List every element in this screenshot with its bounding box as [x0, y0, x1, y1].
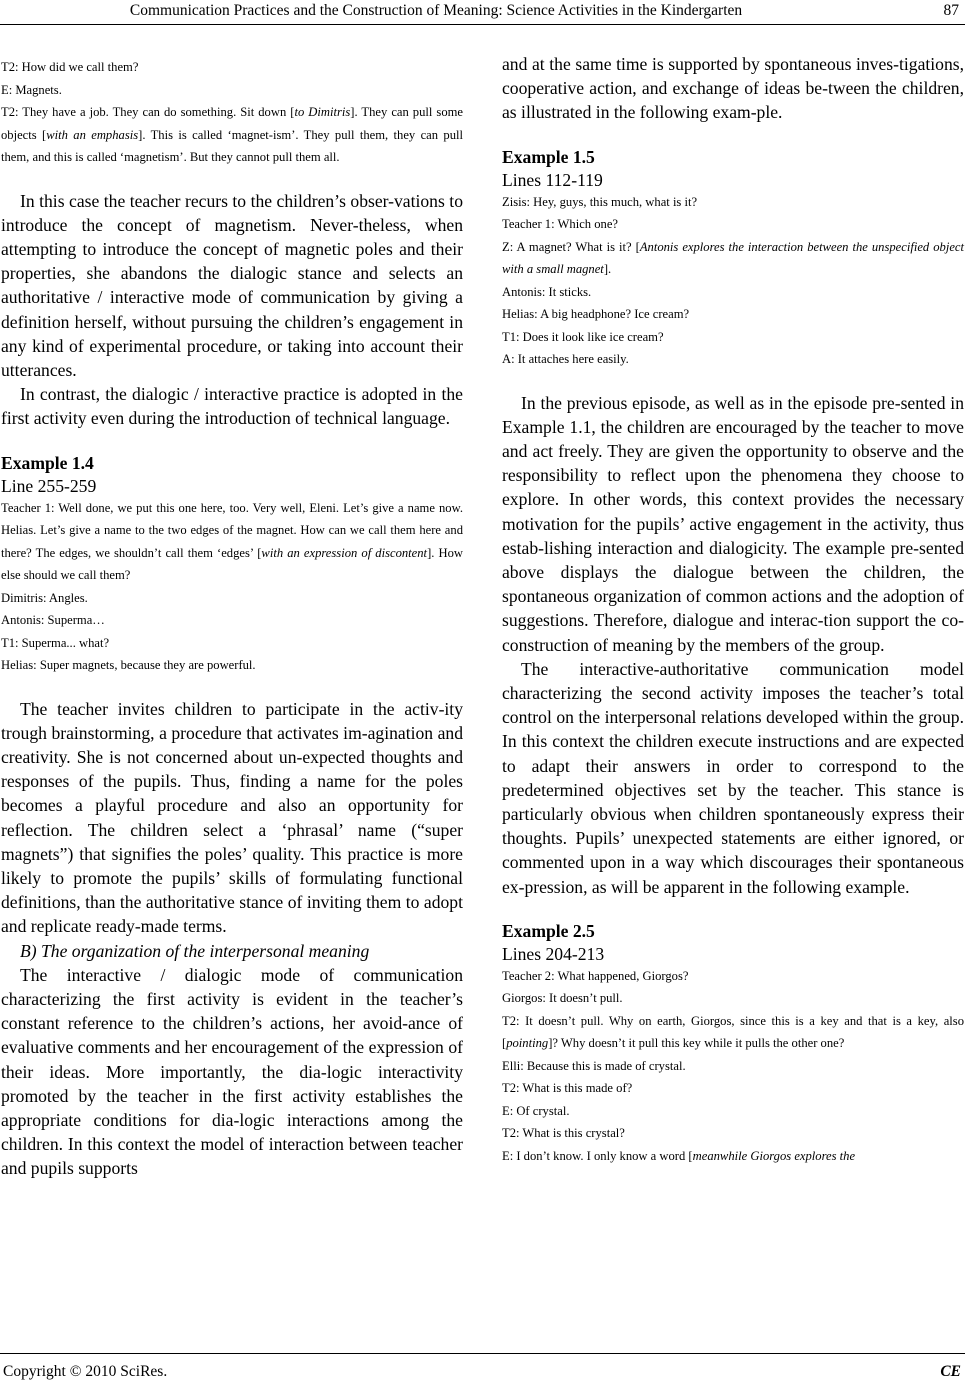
example-title: Example 1.5 — [502, 146, 595, 167]
dialogue-line: Zisis: Hey, guys, this much, what is it? — [502, 194, 698, 209]
dialogue-line: T2: It doesn’t pull. Why on earth, Giorgos, since this is a key and that is a key, also [pointing]? Why doesn’t it pull this key while it pulls the other one? — [502, 1013, 964, 1051]
example-title: Example 1.4 — [1, 452, 94, 473]
example-title: Example 2.5 — [502, 920, 595, 941]
dialogue-line: Antonis: It sticks. — [502, 284, 592, 299]
section-heading: B) The organization of the interpersonal meaning — [20, 940, 370, 961]
body-paragraph: In this case the teacher recurs to the children’s obser-vations to introduce the concept of magnetism. Never-theless, when attempting to introduce the concept of magnetic poles and their properties, she abandons the dialogic stance and selects an authoritative / interactive mode of communication by giving a definition herself, without pursuing the children’s engagement in any kind of experimental procedure, or taking into account their utterances. — [1, 190, 463, 380]
dialogue-line: T2: What is this made of? — [502, 1081, 633, 1096]
dialogue-line: T2: They have a job. They can do something. Sit down [to Dimitris]. They can pull some objects [with an emphasis]. This is called ‘magnet-ism’. They pull them, they can pull them, and this is called ‘magnetism’. But they cannot pull them all. — [1, 105, 464, 164]
body-paragraph: In contrast, the dialogic / interactive practice is adopted in the first activity even during the introduction of technical language. — [1, 384, 463, 429]
running-header — [0, 2, 965, 24]
dialogue-line: Helias: A big headphone? Ice cream? — [502, 307, 690, 322]
dialogue-line: Teacher 1: Which one? — [502, 217, 619, 232]
body-paragraph: and at the same time is supported by spontaneous inves-tigations, cooperative action, and exchange of ideas be-tween the children, as illustrated in the following exam-ple. — [502, 54, 964, 123]
right-column — [502, 52, 964, 1167]
body-paragraph: In the previous episode, as well as in the episode pre-sented in Example 1.1, the children are encouraged by the teacher to move and act freely. They are given the opportunity to observe and the responsibility to reflect upon the phenomena they choose to explore. In other words, this context provides the necessary motivation for the pupils’ active engagement in the activity, thus estab-lishing interaction and dialogicity. The example pre-sented above displays the dialogue between the children, the spontaneous organization of common actions and the adoption of suggestions. Therefore, dialogue and interac-tion support the co-construction of meaning by the members of the group. — [502, 392, 964, 655]
left-column — [1, 56, 463, 1181]
header-rule — [0, 24, 965, 25]
copyright-notice: Copyright © 2010 SciRes. — [3, 1363, 168, 1380]
dialogue-line: Giorgos: It doesn’t pull. — [502, 991, 623, 1006]
example-lines: Lines 112-119 — [502, 169, 603, 190]
dialogue-line: Z: A magnet? What is it? [Antonis explores the interaction between the unspecified object with a small magnet]. — [502, 239, 965, 277]
body-paragraph: The teacher invites children to participate in the activ-ity trough brainstorming, a procedure that activates im-agination and creativity. She is not concerned about un-expected thoughts and responses of the pupils. Thus, finding a name for the poles becomes a playful procedure and also an opportunity for reflection. The children select a ‘phrasal’ name (“super magnets”) that signifies the poles’ quality. This practice is more likely to promote the pupils’ skills of formulating functional definitions, than the authoritative stance of inviting them to adopt and replicate ready-made terms. — [1, 698, 463, 937]
body-paragraph: The interactive-authoritative communication model characterizing the second activity imposes the teacher’s total control on the interpersonal relations developed within the group. In this context the children execute instructions and are expected to adapt their answers in order to correspond to the predetermined objectives set by the teacher. This stance is particularly obvious when children spontaneously express their thoughts. Pupils’ unexpected statements are either ignored, or commented upon in a way which discourages their spontaneous ex-pression, as will be apparent in the following example. — [502, 658, 964, 897]
footer-rule — [0, 1353, 965, 1354]
dialogue-line: A: It attaches here easily. — [502, 352, 629, 367]
dialogue-line: T1: Superma... what? — [1, 635, 110, 650]
dialogue-line: Antonis: Superma… — [1, 613, 105, 628]
dialogue-line: Dimitris: Angles. — [1, 590, 88, 605]
dialogue-line: T2: What is this crystal? — [502, 1126, 625, 1141]
dialogue-line: Elli: Because this is made of crystal. — [502, 1058, 686, 1073]
dialogue-line: Helias: Super magnets, because they are powerful. — [1, 658, 256, 673]
example-lines: Lines 204-213 — [502, 943, 605, 964]
example-lines: Line 255-259 — [1, 475, 97, 496]
dialogue-line: T2: How did we call them? — [1, 60, 139, 74]
running-title: Communication Practices and the Construction of Meaning: Science Activities in the Kindergarten — [129, 2, 743, 19]
dialogue-line: Teacher 2: What happened, Giorgos? — [502, 968, 689, 983]
body-paragraph: The interactive / dialogic mode of communication characterizing the first activity is evident in the teacher’s constant reference to the children’s actions, her avoid-ance of evaluative comments and her encouragement of the expression of their ideas. More importantly, the dia-logic interactivity promoted by the teacher in the first activity establishes the appropriate conditions for dia-logic interactions among the children. In this context the model of interaction between teacher and pupils supports — [1, 964, 463, 1179]
dialogue-line: E: Magnets. — [1, 82, 62, 97]
page-number: 87 — [943, 2, 959, 19]
dialogue-line: Teacher 1: Well done, we put this one here, too. Very well, Eleni. Let’s give a name now. Helias. Let’s give a name to the two edges of the magnet. How can we call them here and there? The edges, we shouldn’t call them ‘edges’ [with an expression of discontent]. How else should we call them? — [1, 500, 463, 583]
dialogue-line: E: I don’t know. I only know a word [meanwhile Giorgos explores the — [502, 1148, 856, 1163]
dialogue-line: E: Of crystal. — [502, 1103, 570, 1118]
journal-abbreviation: CE — [940, 1363, 961, 1380]
dialogue-line: T1: Does it look like ice cream? — [502, 329, 664, 344]
